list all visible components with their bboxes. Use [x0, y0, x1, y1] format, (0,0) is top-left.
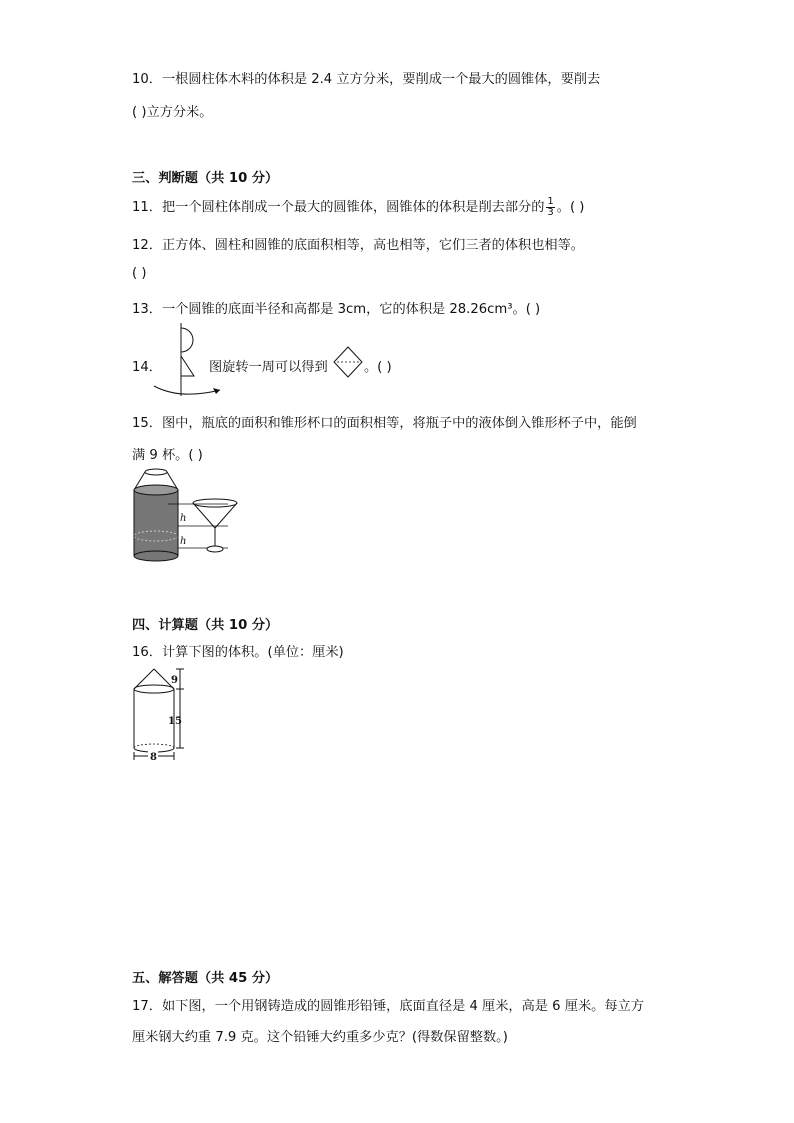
q14-text: 图旋转一周可以得到: [209, 360, 328, 375]
q12-line1: 12．正方体、圆柱和圆锥的底面积相等，高也相等，它们三者的体积也相等。: [132, 238, 584, 253]
q16-dim-diameter: 8: [150, 752, 157, 763]
section3-title: 三、判断题（共 10 分）: [132, 171, 279, 186]
q15-line1: 15．图中，瓶底的面积和锥形杯口的面积相等，将瓶子中的液体倒入锥形杯子中，能倒: [132, 416, 637, 431]
q11-fraction: [546, 197, 554, 218]
q14-result-solid-icon: [333, 346, 363, 378]
q12-line2: ( ): [132, 266, 147, 281]
q14-number: 14．: [132, 360, 162, 375]
q11-text: 11．把一个圆柱体削成一个最大的圆锥体，圆锥体的体积是削去部分的: [132, 200, 545, 215]
q16-dim-cone-height: 9: [171, 675, 178, 686]
q14-tail: 。( ): [364, 360, 392, 375]
q13-line: 13．一个圆锥的底面半径和高都是 3cm，它的体积是 28.26cm³。( ): [132, 302, 541, 317]
q15-bottle-cup-figure: [128, 466, 248, 566]
section5-title: 五、解答题（共 45 分）: [132, 971, 279, 986]
q10-line2: ( )立方分米。: [132, 105, 213, 120]
q16-dim-cylinder-height: 15: [168, 716, 182, 727]
q11-line: [132, 196, 584, 218]
q11-frac-den: 3: [547, 206, 554, 218]
q10-line1: 10．一根圆柱体木料的体积是 2.4 立方分米，要削成一个最大的圆锥体，要削去: [132, 72, 601, 87]
q11-tail: 。( ): [556, 200, 585, 215]
q17-line2: 厘米钢大约重 7.9 克。这个铅锤大约重多少克？(得数保留整数。): [132, 1030, 508, 1045]
q17-line1: 17．如下图，一个用钢铸造成的圆锥形铅锤，底面直径是 4 厘米，高是 6 厘米。每立方: [132, 999, 644, 1014]
q16-line: 16．计算下图的体积。(单位：厘米): [132, 645, 344, 660]
q15-label-h-lower: h: [180, 536, 187, 547]
q15-label-h-upper: h: [180, 513, 187, 524]
q16-solid-figure: [130, 666, 200, 766]
q11-frac-num: 1: [547, 195, 554, 207]
q15-line2: 满 9 杯。( ): [132, 448, 203, 463]
section4-title: 四、计算题（共 10 分）: [132, 618, 279, 633]
